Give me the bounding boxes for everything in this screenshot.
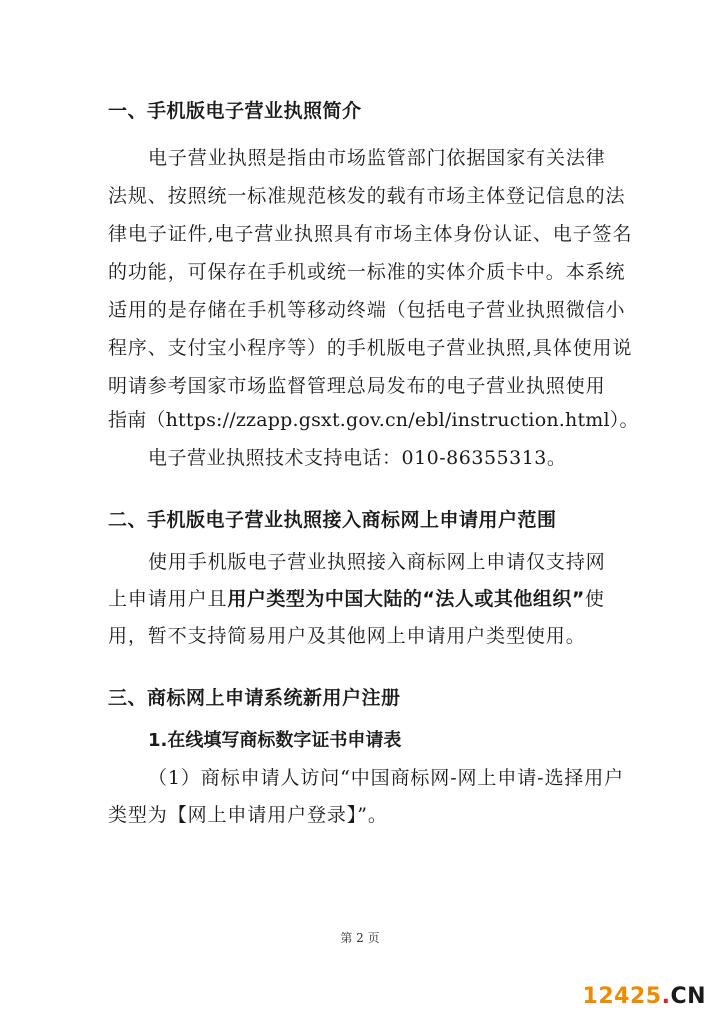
section-1-line-6: 程序、支付宝小程序等）的手机版电子营业执照,具体使用说 (108, 337, 633, 359)
section-3-line-1: （1）商标申请人访问“中国商标网-网上申请-选择用户 (148, 767, 625, 789)
section-1-line-3: 律电子证件,电子营业执照具有市场主体身份认证、电子签名 (108, 223, 633, 245)
watermark-number: 12425 (582, 984, 662, 1009)
section-1-line-8: 指南（https://zzapp.gsxt.gov.cn/ebl/instruction.html）。 (108, 409, 639, 431)
support-phone: 电子营业执照技术支持电话：010-86355313。 (148, 447, 567, 469)
watermark-dot: . (661, 984, 671, 1009)
site-watermark (583, 984, 706, 1009)
section-2-line-2-post: 使 (584, 588, 605, 610)
section-1-heading: 一、手机版电子营业执照简介 (108, 100, 362, 122)
section-1-line-2: 法规、按照统一标准规范核发的载有市场主体登记信息的法 (108, 185, 626, 207)
section-1-line-7: 明请参考国家市场监督管理总局发布的电子营业执照使用 (108, 375, 606, 397)
section-1-line-5: 适用的是存储在手机等移动终端（包括电子营业执照微信小 (108, 299, 626, 321)
page-number: 第 2 页 (340, 931, 380, 945)
section-2-line-2 (108, 584, 605, 611)
section-3-subheading: 1.在线填写商标数字证书申请表 (148, 730, 402, 751)
section-1-line-1: 电子营业执照是指由市场监管部门依据国家有关法律 (148, 147, 606, 169)
section-2-heading: 二、手机版电子营业执照接入商标网上申请用户范围 (108, 509, 557, 531)
section-2-line-3: 用，暂不支持简易用户及其他网上申请用户类型使用。 (108, 625, 586, 647)
section-3-heading: 三、商标网上申请系统新用户注册 (108, 687, 401, 709)
section-2-emphasis: 用户类型为中国大陆的“法人或其他组织” (227, 588, 585, 610)
section-2-line-2-pre: 上申请用户且 (108, 588, 228, 610)
section-1-line-4: 的功能，可保存在手机或统一标准的实体介质卡中。本系统 (108, 261, 626, 283)
section-2-line-1: 使用手机版电子营业执照接入商标网上申请仅支持网 (148, 551, 606, 573)
watermark-suffix: CN (670, 984, 706, 1009)
section-3-line-2: 类型为【网上申请用户登录】”。 (108, 804, 388, 826)
